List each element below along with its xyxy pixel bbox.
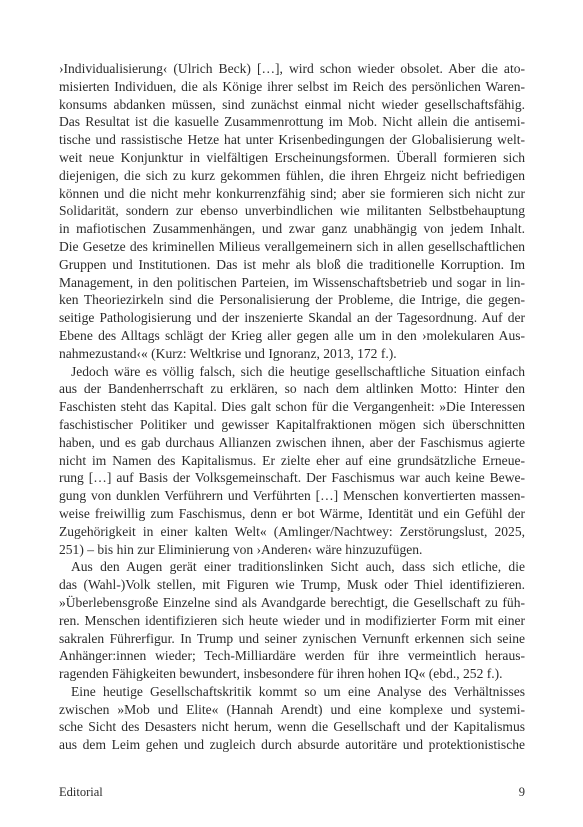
text-line: misierten Individuen, die als Könige ihrer selbst im Reich des persönlichen Waren- (59, 78, 525, 94)
text-line: können und die nicht mehr konkurrenzfähig sind; aber sie formieren sich nicht zur (59, 185, 525, 201)
text-line: ken Theoriezirkeln sind die Personalisierung der Probleme, die Intrige, die gegen- (59, 292, 525, 308)
text-line: Jedoch wäre es völlig falsch, sich die heutige gesellschaftliche Situation einfach (71, 363, 525, 379)
text-line: Gruppen und Institutionen. Das ist mehr als bloß die traditionelle Korruption. Im (59, 256, 525, 272)
text-line: tische und rassistische Hetze hat unter Krisenbedingungen der Globalisierung welt- (59, 132, 525, 148)
text-line: das (Wahl-)Volk stellen, mit Figuren wie Trump, Musk oder Thiel identifizieren. (59, 577, 525, 593)
text-line: ragenden Fähigkeiten bewundert, insbesondere für ihren hohen IQ« (ebd., 252 f.). (59, 666, 503, 682)
text-line: ren. Menschen identifizieren sich heute wieder und in modifizierter Form mit einer (59, 612, 525, 628)
text-line: weise freiwillig zum Faschismus, denn er bot Wärme, Identität und ein Gefühl der (59, 505, 525, 521)
text-line: 251) – bis hin zur Eliminierung von ›Anderen‹ wäre hinzuzufügen. (59, 541, 423, 557)
text-line: diejenigen, die sich zu kurz gekommen fühlen, die ihren Ehrgeiz nicht befriedigen (59, 167, 525, 183)
text-line: Zugehörigkeit in einer kalten Welt« (Amlinger/Nachtwey: Zerstörungslust, 2025, (59, 523, 525, 539)
running-footer-label: Editorial (59, 785, 103, 799)
text-line: »Überlebensgroße Einzelne sind als Avandgarde berechtigt, die Gesellschaft zu füh- (59, 594, 525, 610)
text-line: Die Gesetze des kriminellen Milieus verallgemeinern sich in allen gesellschaftlichen (59, 238, 525, 254)
text-line: sche Sicht des Desasters nicht herum, wenn die Gesellschaft und der Kapitalismus (59, 719, 525, 735)
text-line: in mafiotischen Zusammenhängen, und zwar ganz unabhängig von jedem Inhalt. (59, 221, 525, 237)
page-number: 9 (518, 785, 525, 799)
text-line: nicht im Namen des Kapitalismus. Er zielte eher auf eine grundsätzliche Erneue- (59, 452, 525, 468)
text-line: faschistischer Politiker und gewisser Kapitalfraktionen mögen sich überschnitten (59, 416, 525, 432)
text-line: Eine heutige Gesellschaftskritik kommt so um eine Analyse des Verhältnisses (71, 683, 525, 699)
text-line: Solidarität, sondern zur ebenso unverbindlichen wie militanten Selbstbehauptung (59, 203, 525, 219)
text-line: Ebene des Alltags schlägt der Krieg aller gegen alle um in den ›molekularen Aus- (59, 327, 525, 343)
text-line: Das Resultat ist die kasuelle Zusammenrottung im Mob. Nicht allein die antisemi- (59, 114, 525, 130)
body-text (59, 60, 525, 754)
page-footer (59, 785, 525, 801)
text-line: nahmezustand‹« (Kurz: Weltkrise und Ignoranz, 2013, 172 f.). (59, 345, 397, 361)
text-line: aus der Bandenherrschaft zu erklären, so nach dem altlinken Motto: Hinter den (59, 381, 525, 397)
text-line: zwischen »Mob und Elite« (Hannah Arendt) und eine komplexe und systemi- (59, 701, 525, 717)
text-line: aus dem Leim gehen und zugleich durch absurde autoritäre und protektionistische (59, 737, 525, 753)
text-line: ›Individualisierung‹ (Ulrich Beck) […], wird schon wieder obsolet. Aber die ato- (59, 61, 525, 76)
text-line: rung […] auf Basis der Volksgemeinschaft. Der Faschismus war auch keine Bewe- (59, 470, 525, 486)
text-line: Aus den Augen gerät einer traditionslinken Sicht auch, dass sich etliche, die (71, 559, 525, 575)
text-line: haben, und es gab durchaus Allianzen zwischen ihnen, aber der Faschismus agierte (59, 434, 525, 450)
text-line: sakralen Führerfigur. In Trump und seiner zynischen Vernunft erkennen sich seine (59, 630, 525, 646)
text-line: seitige Pathologisierung und der inszenierte Skandal an der Tagesordnung. Auf der (59, 310, 525, 326)
text-line: weit neue Konjunktur in vielfältigen Erscheinungsformen. Überall formieren sich (59, 149, 525, 165)
text-line: konsums abdanken müssen, sind zunächst einmal nicht wieder gesellschaftsfähig. (59, 96, 525, 112)
text-line: Management, in den politischen Parteien, im Wissenschaftsbetrieb und sogar in lin- (59, 274, 525, 290)
text-line: Anhänger:innen wieder; Tech-Milliardäre werden für ihre vermeintlich heraus- (59, 648, 525, 664)
text-line: Faschisten steht das Kapital. Dies galt schon für die Vergangenheit: »Die Interessen (59, 399, 525, 415)
text-line: gung von dunklen Verführern und Verführten […] Menschen konvertierten massen- (59, 488, 525, 504)
